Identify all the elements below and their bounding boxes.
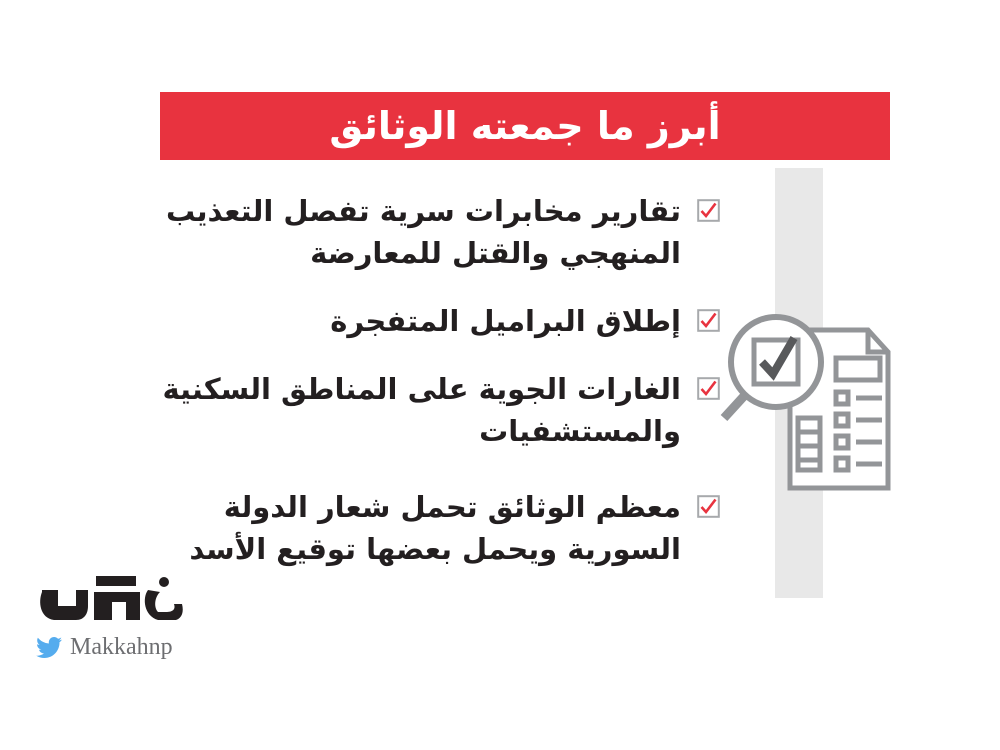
checkbox-icon [697,309,720,332]
title-bar [160,92,890,160]
makkah-logo [36,568,186,630]
list-item [160,368,720,452]
list-item-label: الغارات الجوية على المناطق السكنية والمستشفيات [162,372,681,449]
twitter-handle [36,634,173,661]
checkbox-icon [697,495,720,518]
list-item-label: معظم الوثائق تحمل شعار الدولة السورية ويحمل بعضها توقيع الأسد [189,490,681,567]
list-item [160,190,720,274]
list-item [160,300,720,342]
list-item-label: إطلاق البراميل المتفجرة [330,304,681,339]
branding [28,568,228,678]
checkbox-icon [697,377,720,400]
magnifier-document-illustration [718,300,918,520]
twitter-handle-text: Makkahnp [70,634,173,660]
twitter-icon [36,637,62,659]
points-list [160,190,720,596]
page-title: أبرز ما جمعته الوثائق [329,104,721,148]
list-item [160,486,720,570]
list-item-label: تقارير مخابرات سرية تفصل التعذيب المنهجي والقتل للمعارضة [165,194,681,271]
checkbox-icon [697,199,720,222]
